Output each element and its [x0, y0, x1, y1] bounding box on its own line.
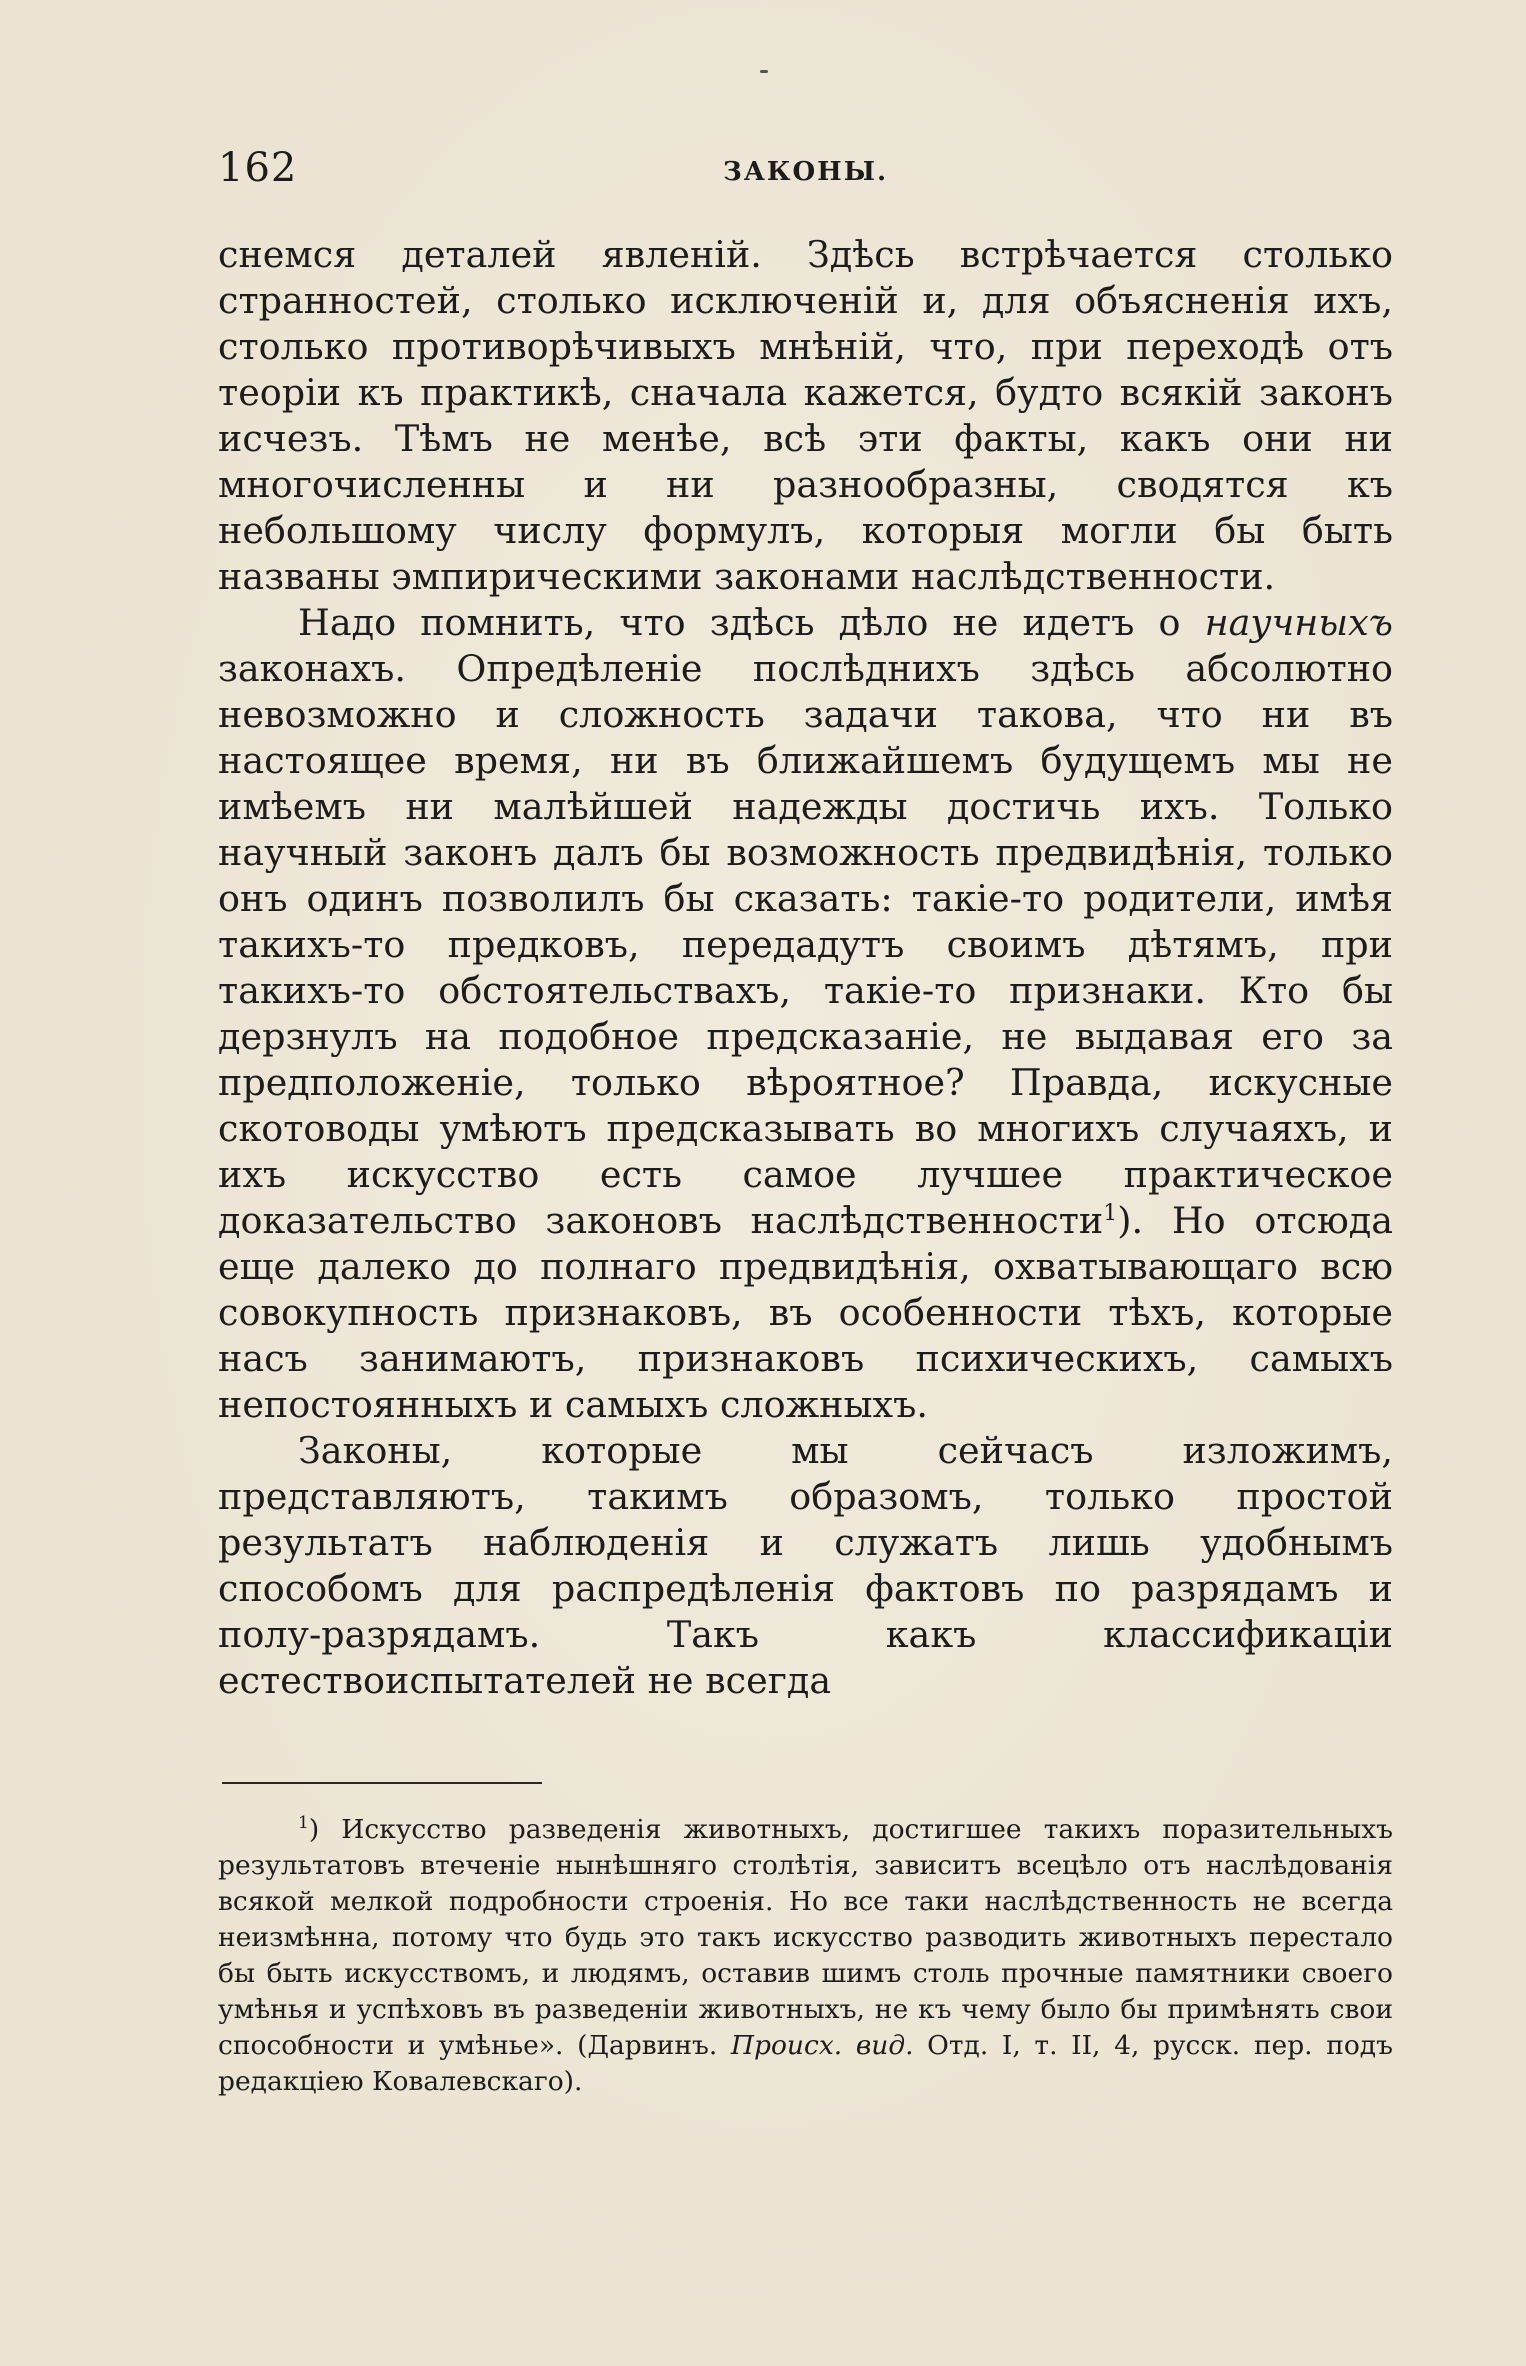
footnote-text [218, 1812, 1393, 2100]
footnote-part-b: Отд. I, т. II, 4, русск. пер. подъ редакціею Ковалевскаго). [218, 2030, 1393, 2097]
paragraph-2 [218, 600, 1393, 1428]
paragraph-2-part-b: законахъ. Опредѣленіе послѣднихъ здѣсь абсолютно невозможно и сложность задачи такова, что ни въ настоящее время, ни въ ближайшемъ будущемъ мы не имѣемъ ни малѣйшей надежды достичь ихъ. Только научный законъ далъ бы возможность предвидѣнія, только онъ одинъ позволилъ бы сказать: такіе-то родители, имѣя такихъ-то предковъ, передадутъ своимъ дѣтямъ, при такихъ-то обстоятельствахъ, такіе-то признаки. Кто бы дерзнулъ на подобное предсказаніе, не выдавая его за предположеніе, только вѣроятное? Правда, искусные скотоводы умѣютъ предсказывать во многихъ случаяхъ, и ихъ искусство есть самое лучшее практическое доказательство законовъ наслѣдственности [218, 647, 1393, 1242]
page-number: 162 [218, 145, 298, 191]
footnote-title-em: Происх. вид. [730, 2030, 914, 2061]
paragraph-2-part-c: ). Но отсюда еще далеко до полнаго предвидѣнія, охватывающаго всю совокупность признаковъ, въ особенности тѣхъ, которые насъ занимаютъ, признаковъ психическихъ, самыхъ непостоянныхъ и самыхъ сложныхъ. [218, 1199, 1393, 1426]
paragraph-3: Законы, которые мы сейчасъ изложимъ, представляютъ, такимъ образомъ, только простой результатъ наблюденія и служатъ лишь удобнымъ способомъ для распредѣленія фактовъ по разрядамъ и полу-разрядамъ. Такъ какъ классификаціи естествоиспытателей не всегда [218, 1429, 1393, 1702]
paragraph-1: снемся деталей явленій. Здѣсь встрѣчается столько странностей, столько исключеній и, для объясненія ихъ, столько противорѣчивыхъ мнѣній, что, при переходѣ отъ теоріи къ практикѣ, сначала кажется, будто всякій законъ исчезъ. Тѣмъ не менѣе, всѣ эти факты, какъ они ни многочисленны и ни разнообразны, сводятся къ небольшому числу формулъ, которыя могли бы быть названы эмпирическими законами наслѣдственности. [218, 233, 1393, 598]
footnote-part-a: ) Искусство разведенія животныхъ, достигшее такихъ поразительныхъ результатовъ втеченіе нынѣшняго столѣтія, зависитъ всецѣло отъ наслѣдованія всякой мелкой подробности строенія. Но все таки наслѣдственность не всегда неизмѣнна, потому что будь это такъ искусство разводить животныхъ перестало бы быть искусствомъ, и людямъ, оставив шимъ столь прочные памятники своего умѣнья и успѣховъ въ разведеніи животныхъ, не къ чему было бы примѣнять свои способности и умѣнье». (Дарвинъ. [218, 1814, 1393, 2061]
footnote [218, 1812, 1393, 2100]
emphasis-scientific: научныхъ [1204, 601, 1393, 644]
paragraph-2-part-a: Надо помнить, что здѣсь дѣло не идетъ о [298, 601, 1205, 644]
running-title: ЗАКОНЫ. [722, 157, 889, 187]
footnote-separator [222, 1782, 542, 1784]
main-text [218, 232, 1393, 1704]
footnote-reference[interactable]: 1 [1103, 1200, 1118, 1226]
footnote-marker: 1 [298, 1813, 309, 1834]
running-head [218, 145, 1393, 195]
ink-speck [760, 70, 768, 73]
